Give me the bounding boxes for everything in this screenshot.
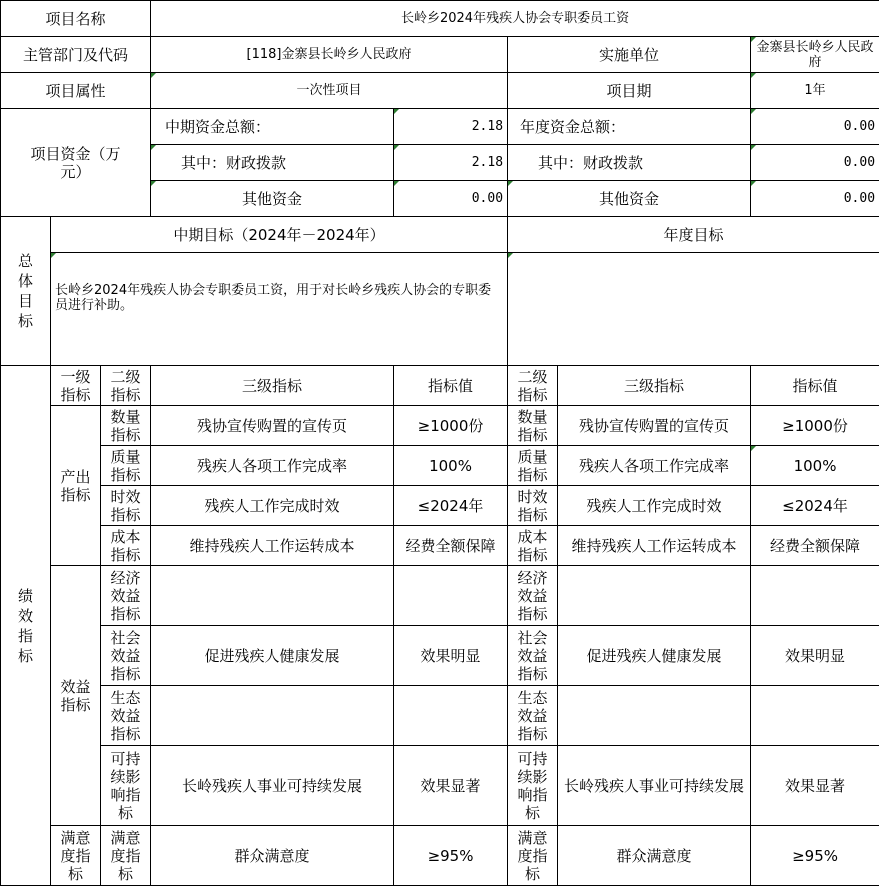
year-total-value: 0.00: [751, 109, 879, 145]
year-fin-label: 其中：财政拨款: [508, 145, 751, 181]
year-other-value: 0.00: [751, 181, 879, 217]
row-value: [394, 566, 508, 626]
row-value: [394, 686, 508, 746]
h-value: 指标值: [394, 366, 508, 406]
mid-fin-label: 其中：财政拨款: [151, 145, 394, 181]
project-name-label: 项目名称: [1, 1, 151, 37]
benefit-label-text: 效益指标: [60, 677, 91, 714]
row-l2: 时效指标: [101, 486, 151, 526]
goal-label-text: 总体目标: [17, 252, 33, 330]
row-l3: [151, 686, 394, 746]
row-l3: 群众满意度: [151, 826, 394, 886]
row-l2: 满意度指标: [101, 826, 151, 886]
satisfaction-label: 满意度指标: [51, 826, 101, 886]
row-l3: 残疾人各项工作完成率: [151, 446, 394, 486]
row-l3-b: 残疾人各项工作完成率: [558, 446, 751, 486]
impl-value: 金寨县长岭乡人民政府: [751, 37, 879, 73]
row-l2-b: 经济效益指标: [508, 566, 558, 626]
row-l3: 促进残疾人健康发展: [151, 626, 394, 686]
mid-fin-value: 2.18: [394, 145, 508, 181]
goal-year-text: [508, 253, 879, 366]
row-value-b: [751, 686, 879, 746]
dept-label: 主管部门及代码: [1, 37, 151, 73]
mid-total-value: 2.18: [394, 109, 508, 145]
row-l2-b: 可持续影响指标: [508, 746, 558, 826]
row-l3: [151, 566, 394, 626]
attr-value: 一次性项目: [151, 73, 508, 109]
row-l2-b: 成本指标: [508, 526, 558, 566]
project-name: 长岭乡2024年残疾人协会专职委员工资: [151, 1, 879, 37]
row-value-b: 经费全额保障: [751, 526, 879, 566]
row-l3-b: 残协宣传购置的宣传页: [558, 406, 751, 446]
row-l3-b: 维持残疾人工作运转成本: [558, 526, 751, 566]
row-value-b: ≥1000份: [751, 406, 879, 446]
h-level3-b: 三级指标: [558, 366, 751, 406]
row-l3: 维持残疾人工作运转成本: [151, 526, 394, 566]
goal-label: [1, 217, 51, 366]
h-level2: 二级指标: [101, 366, 151, 406]
attr-label: 项目属性: [1, 73, 151, 109]
row-l3-b: [558, 566, 751, 626]
output-label-text: 产出指标: [60, 467, 91, 504]
mid-other-label: 其他资金: [151, 181, 394, 217]
row-l3: 残疾人工作完成时效: [151, 486, 394, 526]
row-value: 经费全额保障: [394, 526, 508, 566]
row-l3-b: [558, 686, 751, 746]
perf-label: [1, 366, 51, 886]
row-l3: 长岭残疾人事业可持续发展: [151, 746, 394, 826]
period-label: 项目期: [508, 73, 751, 109]
row-l2-b: 时效指标: [508, 486, 558, 526]
row-l2-b: 数量指标: [508, 406, 558, 446]
perf-label-text: 绩效指标: [17, 586, 33, 665]
row-value-b: 100%: [751, 446, 879, 486]
year-other-label: 其他资金: [508, 181, 751, 217]
row-value-b: 效果明显: [751, 626, 879, 686]
mid-total-label: 中期资金总额：: [151, 109, 394, 145]
row-value-b: [751, 566, 879, 626]
output-label: [51, 406, 101, 566]
goal-mid-header: 中期目标（2024年－2024年）: [51, 217, 508, 253]
impl-label: 实施单位: [508, 37, 751, 73]
period-value: 1年: [751, 73, 879, 109]
row-l3-b: 群众满意度: [558, 826, 751, 886]
row-l2-b: 生态效益指标: [508, 686, 558, 746]
row-l2: 经济效益指标: [101, 566, 151, 626]
goal-mid-text: 长岭乡2024年残疾人协会专职委员工资，用于对长岭乡残疾人协会的专职委员进行补助。: [51, 253, 508, 366]
row-l2-b: 质量指标: [508, 446, 558, 486]
h-level1: 一级指标: [51, 366, 101, 406]
row-value: ≥1000份: [394, 406, 508, 446]
dept-value: [118]金寨县长岭乡人民政府: [151, 37, 508, 73]
row-l2: 质量指标: [101, 446, 151, 486]
row-l2: 成本指标: [101, 526, 151, 566]
row-l2: 可持续影响指标: [101, 746, 151, 826]
row-l3-b: 促进残疾人健康发展: [558, 626, 751, 686]
row-value: 效果明显: [394, 626, 508, 686]
row-value-b: ≥95%: [751, 826, 879, 886]
funds-label: [1, 109, 151, 217]
row-value-b: ≤2024年: [751, 486, 879, 526]
row-l2-b: 满意度指标: [508, 826, 558, 886]
row-l2-b: 社会效益指标: [508, 626, 558, 686]
row-l3: 残协宣传购置的宣传页: [151, 406, 394, 446]
row-l3-b: 残疾人工作完成时效: [558, 486, 751, 526]
row-value: ≤2024年: [394, 486, 508, 526]
mid-other-value: 0.00: [394, 181, 508, 217]
row-value: 效果显著: [394, 746, 508, 826]
row-l2: 数量指标: [101, 406, 151, 446]
year-total-label: 年度资金总额：: [508, 109, 751, 145]
benefit-label: [51, 566, 101, 826]
row-value: 100%: [394, 446, 508, 486]
goal-year-header: 年度目标: [508, 217, 879, 253]
row-value-b: 效果显著: [751, 746, 879, 826]
h-value-b: 指标值: [751, 366, 879, 406]
row-l2: 生态效益指标: [101, 686, 151, 746]
h-level2-b: 二级指标: [508, 366, 558, 406]
funds-label-text: 项目资金（万元）: [30, 144, 121, 181]
row-l2: 社会效益指标: [101, 626, 151, 686]
h-level3: 三级指标: [151, 366, 394, 406]
row-value: ≥95%: [394, 826, 508, 886]
row-l3-b: 长岭残疾人事业可持续发展: [558, 746, 751, 826]
year-fin-value: 0.00: [751, 145, 879, 181]
